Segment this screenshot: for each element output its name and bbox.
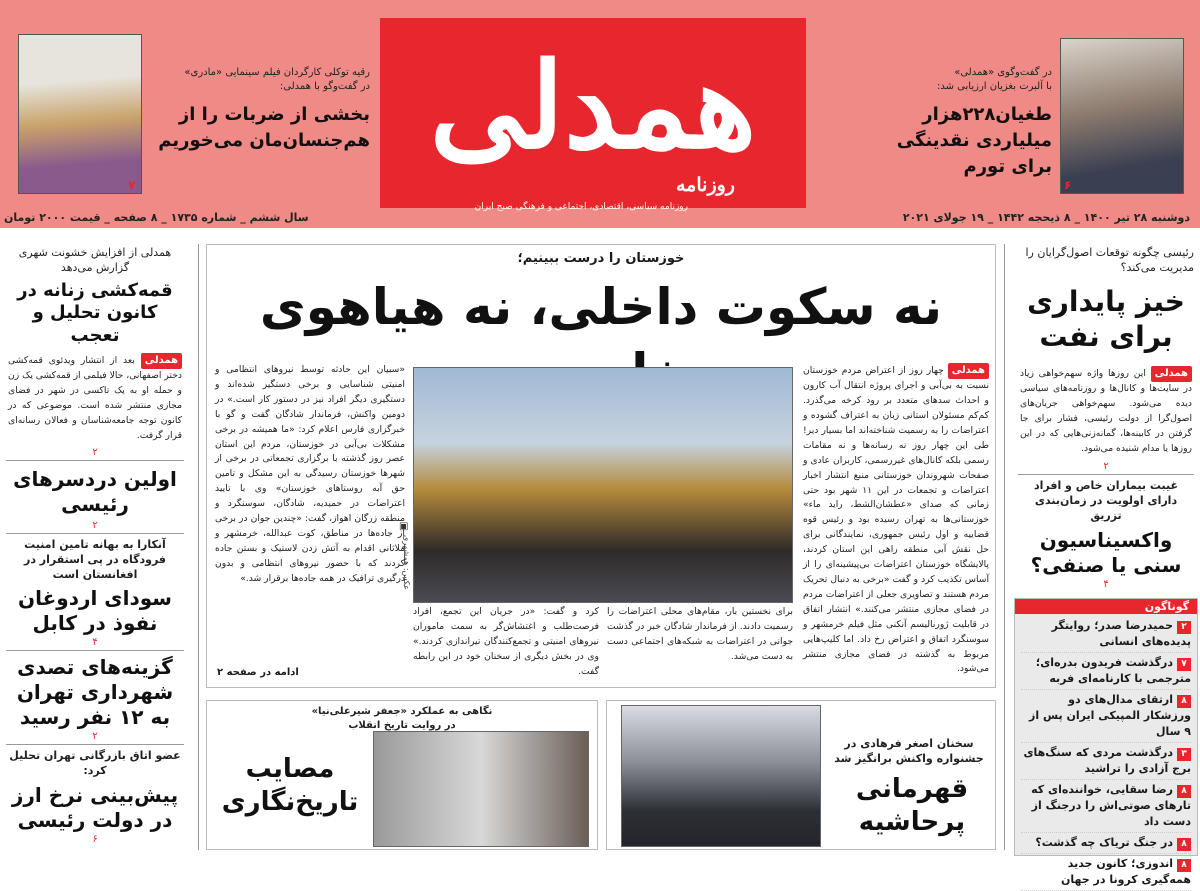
misc-list-item[interactable] (1021, 653, 1191, 690)
right-body (1012, 360, 1200, 457)
teaser-title-right[interactable]: طغیان۲۲۸هزار میلیاردی نقدینگی برای تورم (896, 104, 1052, 178)
right-kicker: رئیسی چگونه توقعات اصول‌گرایان را مدیریت می‌کند؟ (1025, 246, 1194, 274)
bottom-mid-photo[interactable] (621, 705, 821, 847)
lead-col-left (215, 363, 405, 663)
misc-list-item[interactable] (1021, 690, 1191, 743)
left-label: همدلی (141, 353, 182, 369)
date-line: دوشنبه ۲۸ تیر ۱۴۰۰ _ ۸ ذیحجه ۱۴۴۲ _ ۱۹ جولای ۲۰۲۱ (902, 211, 1190, 224)
misc-list-item[interactable] (1021, 780, 1191, 833)
left-page-1: ۲ (92, 446, 98, 458)
teaser-page-left: ۷ (128, 178, 136, 192)
bottom-left-kicker-2: در روایت تاریخ انقلاب (348, 719, 456, 731)
misc-item-text: در جنگ تریاک چه گذشت؟ (1035, 835, 1173, 849)
bottom-left-title[interactable]: مصایب تاریخ‌نگاری (221, 754, 359, 817)
teaser-kicker-left (148, 66, 370, 93)
left-title-2[interactable]: اولین دردسرهای رئیسی (13, 466, 177, 516)
lead-photo[interactable] (413, 367, 793, 603)
misc-item-text: حمیدرضا صدر؛ روایتگر پدیده‌های انسانی (1051, 618, 1191, 648)
teaser-kicker-left-2: در گفت‌وگو با همدلی: (279, 80, 370, 92)
lead-col-left-text: «سبیان این حادثه توسط نیروهای انتظامی و امنیتی شناسایی و برخی دستگیر شده‌اند و دستگیری دیگر افراد نیز در دستور کار است.» در دومین واکنش، فرماندار شادگان گفت و گو با خبرگزاری فارس اعلام کرد: «ما همیشه در برخی مشکلات بی‌آبی در خوزستان، مردم این استان عصر روز گذشته با برگزاری تجمعاتی در برخی از شهرها خوزستان رسیدگی به این مشکل و تامین حق آبه روستاهای خوزستان» وی با تایید اعتراضات در حمیدیه، شادگان، سوسنگرد و منطقه زرگان اهواز، گفت: «چندین جوان در برخی از جاده‌ها در مناطق، کوت عبدالله، خرمشهر و ملاثانی اقدام به آتش زدن لاستیک و بستن جاده کردند که با حضور نیروهای انتظامی و بدون درگیری ترافیک در همه جاده‌ها برقرار شد.» (215, 364, 405, 584)
misc-item-page: ۸ (1177, 838, 1191, 851)
misc-item-page: ۸ (1177, 859, 1191, 872)
left-divider-3 (6, 650, 184, 651)
lead-col-right (803, 363, 989, 675)
left-kicker-5: عضو اتاق بازرگانی تهران تحلیل کرد: (9, 749, 181, 778)
left-page-2: ۲ (92, 519, 98, 531)
misc-box-header (1015, 599, 1197, 614)
misc-box (1014, 598, 1198, 886)
right-divider (1018, 474, 1194, 475)
logo-subtitle: روزنامه سیاسی، اقتصادی، اجتماعی و فرهنگی صبح ایران (474, 202, 688, 212)
right-label: همدلی (1151, 366, 1192, 382)
bottom-mid-kicker: سخنان اصغر فرهادی در جشنواره واکنش برانگیز شد (834, 737, 984, 765)
bottom-left-story (206, 700, 598, 850)
bottom-left-kicker (207, 705, 597, 732)
lead-col-right-text: چهار روز از اعتراض مردم خوزستان نسبت به بی‌آبی و اجرای پروژه انتقال آب کارون و احداث سدهای متعدد بر رود کرخه می‌گذرد. کم‌کم مسئولان استانی زبان به اعتراف گشوده و اعتراضات را به رسمیت شناخته‌اند اما بسیار دیر! طی این چهار روز نه رسانه‌ها و نه مقامات رسمی بلکه کانال‌های غیررسمی، کاربران عادی و صفحات شهروندان خوزستانی منبع انتشار اخبار اعتراضات و تجمعات در این ۱۱ شهر بود حتی زمانی که صدای «عطشان‌الشط، راید ماء» خوزستانی‌ها به تهران رسیده بود و رئیس قوه قضاییه و اول رئیس جمهوری، نمایندگانی برای حل نقش آبی منطقه راهی این استان کردند، پالایشگاه خوزستان اعتراضات بی‌پیشینه‌ای را از آساس تکذیب کرد و گفت «برخی به دنبال تحریک مردم هستند و تصاویری جعلی از اعتراضات مردم در فضای مجازی منتشر می‌کنند.» انتشار اتفاق در قابلیت ژورنالیسم آنکنی مثل فیلم خرمشهر و سوسنگرد اتفاق و اعتراض رخ داد. اما کلیپ‌هایی مربوط به گذشته در فضای مجازی منتشر می‌شود. (803, 365, 989, 675)
photo-credit: عکس: همشهری (402, 535, 411, 590)
misc-item-text: ارتقای مدال‌های دو ورزشکار المپیکی ایران پس از ۹ سال (1029, 692, 1191, 738)
misc-list-item[interactable] (1021, 833, 1191, 854)
rule-right (1004, 244, 1005, 850)
left-divider-1 (6, 460, 184, 461)
left-page-4: ۲ (92, 731, 98, 743)
bottom-left-kicker-1: نگاهی به عملکرد «جعفر شیرعلی‌نیا» (311, 706, 493, 717)
teaser-kicker-right-2: با آلبرت بغزیان ارزیابی شد: (937, 80, 1052, 92)
logo-wordmark: همدلی (429, 36, 757, 175)
misc-list-item[interactable] (1021, 743, 1191, 780)
lead-story (206, 244, 996, 688)
teaser-kicker-right-1: در گفت‌وگوی «همدلی» (954, 67, 1052, 78)
rule-left (198, 244, 199, 850)
left-page-5: ۶ (92, 834, 98, 846)
misc-list-item[interactable] (1021, 616, 1191, 653)
teaser-kicker-right (860, 66, 1052, 93)
right-kicker-2: غیبت بیماران خاص و افراد دارای اولویت در زمان‌بندی تزریق (1034, 479, 1178, 523)
left-title-1[interactable]: قمه‌کشی زنانه در کانون تحلیل و تعجب (17, 279, 173, 346)
right-title-2[interactable]: واکسیناسیون سنی یا صنفی؟ (1030, 527, 1182, 577)
issue-line: سال ششم _ شماره ۱۷۳۵ _ ۸ صفحه _ قیمت ۲۰۰۰ تومان (4, 211, 309, 224)
teaser-kicker-left-1: رقیه توکلی کارگردان فیلم سینمایی «مادری» (184, 67, 370, 78)
misc-box-header-label: گوناگون (1144, 599, 1189, 613)
left-text-1: بعد از انتشار ویدئوی قمه‌کشی دختر اصفهانی، حالا فیلمی از قمه‌کشی یک زن و حمله او به یک تاکسی در شهر در فضای مجازی منتشر شده است. موضوعی که در کانون توجه جامعه‌شناسان و فعالان رسانه‌ای قرار گرفت. (8, 355, 182, 441)
lead-headline[interactable]: نه سکوت داخلی، نه هیاهوی (259, 278, 943, 336)
left-kicker-1: همدلی از افزایش خشونت شهری گزارش می‌دهد (18, 246, 172, 274)
right-page-2: ۴ (1103, 578, 1109, 590)
misc-list-item[interactable] (1021, 854, 1191, 891)
left-page-3: ۴ (92, 637, 98, 649)
logo-ruznameh: روزنامه (676, 174, 735, 196)
bottom-mid-title[interactable]: قهرمانی پرحاشیه (855, 774, 969, 837)
camera-icon: ▣ (399, 521, 409, 532)
lead-col-mid2 (413, 605, 599, 675)
misc-item-page: ۸ (1177, 785, 1191, 798)
left-title-4[interactable]: گزینه‌های تصدی شهرداری تهران به ۱۲ نفر رسید (16, 655, 174, 730)
left-column (0, 244, 190, 861)
teaser-page-right: ۶ (1064, 178, 1072, 192)
misc-item-page: ۳ (1177, 748, 1191, 761)
misc-item-text: اندوزی؛ کانون جدید همه‌گیری کرونا در جهان (1061, 856, 1191, 886)
left-title-3[interactable]: سودای اردوغان نفوذ در کابل (18, 586, 172, 636)
misc-item-text: رضا سقایی، خواننده‌ای که تارهای صوتی‌اش را درجنگ از دست داد (1031, 782, 1191, 828)
right-text: این روزها واژه سهم‌خواهی زیاد در سایت‌ها و کانال‌ها و روزنامه‌های سیاسی دیده می‌شود. سهم‌خواهی جریان‌های اصول‌گرا از دولت رئیسی، فشار برای جا گرفتن در کابینه‌ها، گمانه‌زنی‌هایی که در این روزها یا مدام شنیده می‌شود. (1020, 367, 1192, 454)
misc-item-text: درگذشت فریدون بدره‌ای؛ مترجمی با کارنامه‌ای فربه (1035, 655, 1191, 685)
misc-item-page: ۷ (1177, 658, 1191, 671)
lead-kicker: خوزستان را درست ببینیم؛ (517, 251, 685, 266)
lead-continue[interactable]: ادامه در صفحه ۲ (217, 667, 299, 678)
lead-label: همدلی (948, 363, 989, 379)
lead-col-left-text2: کرد و گفت: «در جریان این تجمع، افراد فرصت‌طلب و اغتشاش‌گر به سمت ماموران نیروهای امنیتی و تجمع‌کنندگان تیراندازی کردند.» وی در بخش دیگری از سخنان خود در این رابطه گفت. (413, 606, 599, 677)
misc-list (1021, 616, 1191, 891)
misc-item-page: ۸ (1177, 695, 1191, 708)
right-title[interactable]: خیز پایداری برای نفت (1027, 284, 1185, 353)
newspaper-logo[interactable] (380, 18, 806, 212)
misc-item-text: درگذشت مردی که سنگ‌های برج آزادی را تراشید (1023, 745, 1191, 775)
lead-col-mid (607, 605, 793, 675)
left-title-5[interactable]: پیش‌بینی نرخ ارز در دولت رئیسی (11, 783, 179, 833)
issue-info-bar (0, 208, 1200, 228)
teaser-photo-right[interactable] (1060, 38, 1184, 194)
misc-item-page: ۲ (1177, 621, 1191, 634)
left-body-1 (0, 349, 190, 444)
bottom-left-photo[interactable] (373, 731, 589, 847)
right-page-1: ۲ (1103, 461, 1109, 473)
left-divider-4 (6, 744, 184, 745)
left-kicker-3: آنکارا به بهانه تامین امنیت فرودگاه در پی استقرار در افغانستان است (23, 537, 167, 581)
bottom-mid-story (606, 700, 996, 850)
teaser-photo-left[interactable] (18, 34, 142, 194)
left-divider-2 (6, 533, 184, 534)
lead-col-mid-text: برای نخستین بار، مقام‌های محلی اعتراضات را رسمیت دادند. از فرماندار شادگان خبر در گذشت جوانی در اعتراضات به شبکه‌های اجتماعی دست به دست می‌شد. (607, 606, 793, 662)
right-column (1012, 244, 1200, 886)
teaser-title-left[interactable]: بخشی از ضربات را از هم‌جنسان‌مان می‌خوریم (158, 104, 370, 152)
